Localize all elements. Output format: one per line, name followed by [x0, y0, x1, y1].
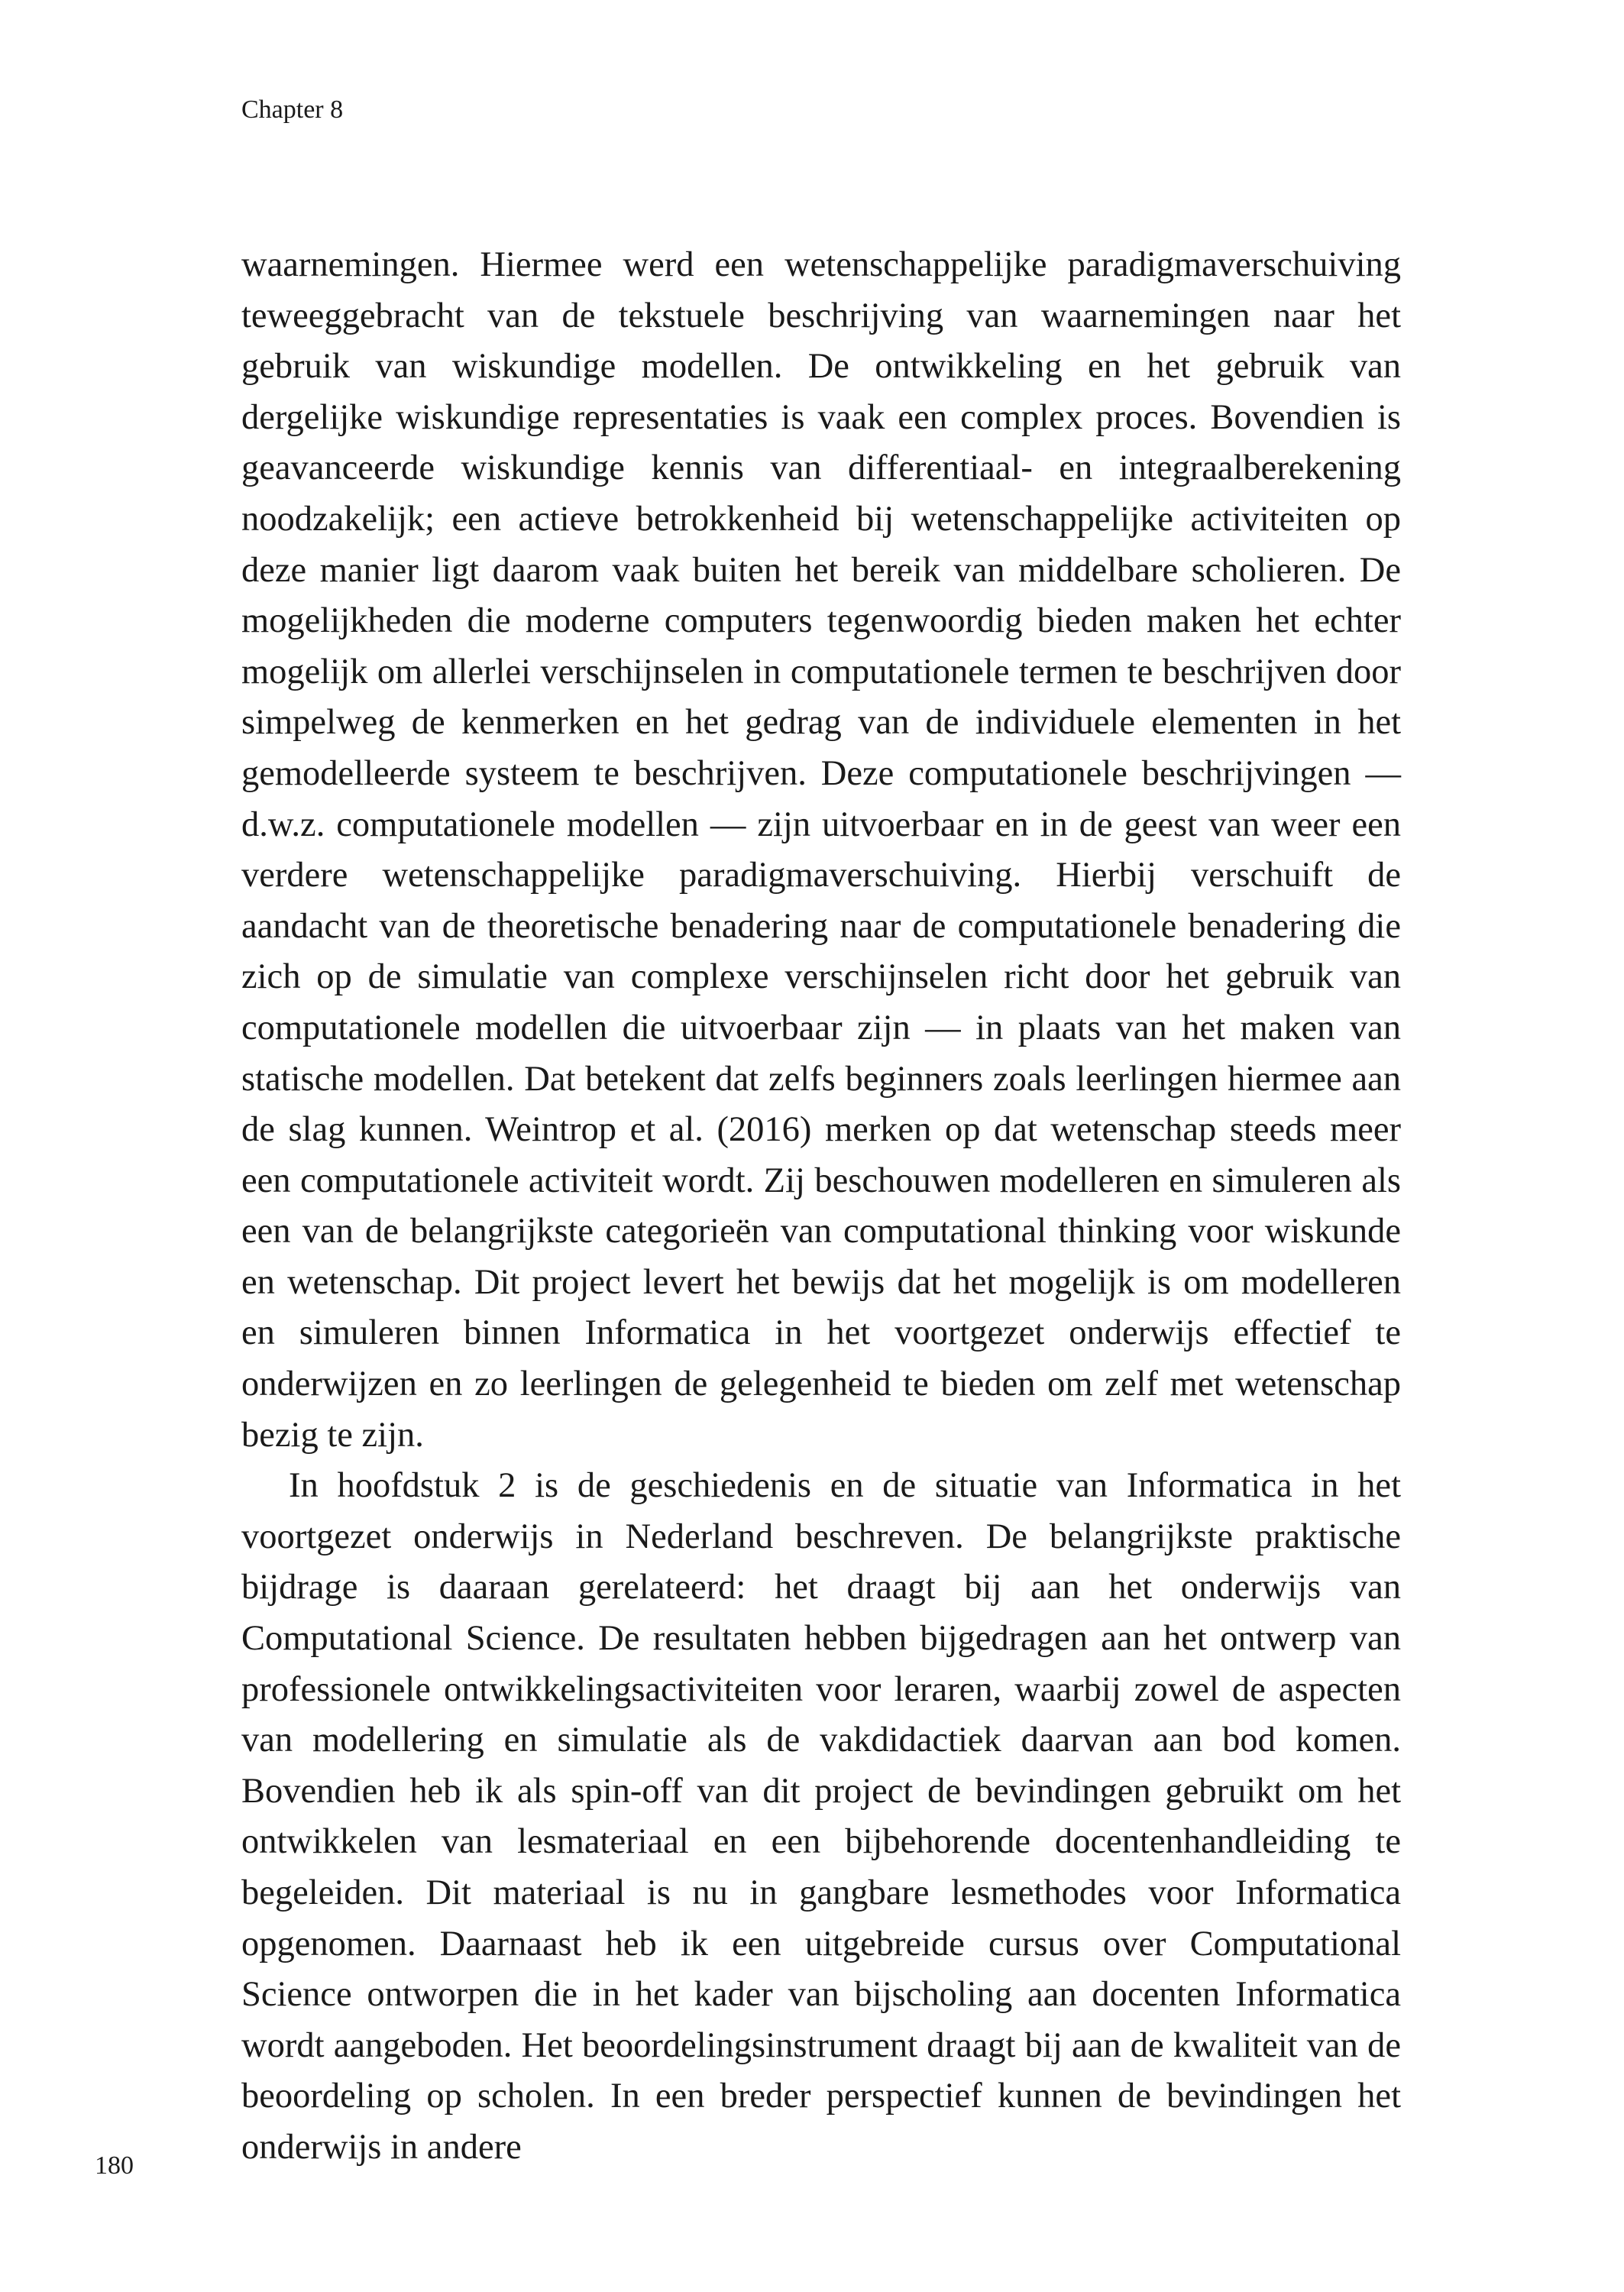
page-number: 180: [95, 2151, 134, 2180]
running-header: Chapter 8: [241, 96, 344, 124]
body-paragraph-1: waarnemingen. Hiermee werd een wetenschappelijke paradigmaverschuiving teweeggebracht van de tekstuele beschrijving van waarnemingen naar het gebruik van wiskundige modellen. De ontwikkeling en het gebruik van dergelijke wiskundige representaties is vaak een complex proces. Bovendien is geavanceerde wiskundige kennis van differentiaal- en integraalberekening noodzakelijk; een actieve betrokkenheid bij wetenschappelijke activiteiten op deze manier ligt daarom vaak buiten het bereik van middelbare scholieren. De mogelijkheden die moderne computers tegenwoordig bieden maken het echter mogelijk om allerlei verschijnselen in computationele termen te beschrijven door simpelweg de kenmerken en het gedrag van de individuele elementen in het gemodelleerde systeem te beschrijven. Deze computationele beschrijvingen — d.w.z. computationele modellen — zijn uitvoerbaar en in de geest van weer een verdere wetenschappelijke paradigmaverschuiving. Hierbij verschuift de aandacht van de theoretische benadering naar de computationele benadering die zich op de simulatie van complexe verschijnselen richt door het gebruik van computationele modellen die uitvoerbaar zijn — in plaats van het maken van statische modellen. Dat betekent dat zelfs beginners zoals leerlingen hiermee aan de slag kunnen. Weintrop et al. (2016) merken op dat wetenschap steeds meer een computationele activiteit wordt. Zij beschouwen modelleren en simuleren als een van de belangrijkste categorieën van computational thinking voor wiskunde en wetenschap. Dit project levert het bewijs dat het mogelijk is om modelleren en simuleren binnen Informatica in het voortgezet onderwijs effectief te onderwijzen en zo leerlingen de gelegenheid te bieden om zelf met wetenschap bezig te zijn.: [241, 245, 1401, 1455]
body-paragraph-2: In hoofdstuk 2 is de geschiedenis en de situatie van Informatica in het voortgezet onderwijs in Nederland beschreven. De belangrijkste praktische bijdrage is daaraan gerelateerd: het draagt bij aan het onderwijs van Computational Science. De resultaten hebben bijgedragen aan het ontwerp van professionele ontwikkelingsactiviteiten voor leraren, waarbij zowel de aspecten van modellering en simulatie als de vakdidactiek daarvan aan bod komen. Bovendien heb ik als spin-off van dit project de bevindingen gebruikt om het ontwikkelen van lesmateriaal en een bijbehorende docentenhandleiding te begeleiden. Dit materiaal is nu in gangbare lesmethodes voor Informatica opgenomen. Daarnaast heb ik een uitgebreide cursus over Computational Science ontworpen die in het kader van bijscholing aan docenten Informatica wordt aangeboden. Het beoordelingsinstrument draagt bij aan de kwaliteit van de beoordeling op scholen. In een breder perspectief kunnen de bevindingen het onderwijs in andere: [241, 1466, 1401, 2167]
page-body: [241, 240, 1401, 2174]
